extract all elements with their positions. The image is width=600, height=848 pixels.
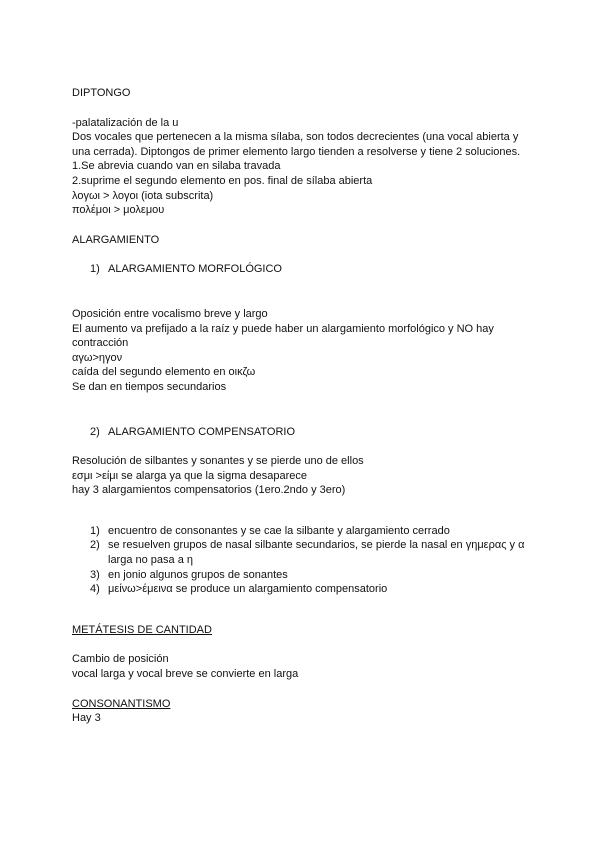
morf-line-4: αγω>ηγον — [72, 351, 123, 364]
list-item — [72, 524, 532, 539]
subheading-number: 1) — [90, 263, 100, 276]
document-page — [72, 86, 532, 726]
list-item-number: 1) — [90, 524, 100, 537]
list-item-number: 3) — [90, 568, 100, 581]
list-item-text: encuentro de consonantes y se cae la silbante y alargamiento cerrado — [108, 524, 450, 537]
list-item-text: μείνω>έμεινα se produce un alargamiento compensatorio — [108, 583, 388, 596]
morf-line-2: El aumento va prefijado a la raíz y puede haber un alargamiento morfológico y NO hay — [72, 322, 494, 335]
subheading-number: 2) — [90, 425, 100, 438]
heading-consonantismo: CONSONANTISMO — [72, 697, 171, 710]
compensatorio-list — [72, 524, 532, 597]
morf-line-5: caída del segundo elemento en οικζω — [72, 366, 256, 379]
morf-line-6: Se dan en tiempos secundarios — [72, 380, 227, 393]
diptongo-line-1: -palatalización de la u — [72, 116, 179, 129]
list-item-number: 2) — [90, 539, 100, 552]
comp-line-1: Resolución de silbantes y sonantes y se pierde uno de ellos — [72, 455, 364, 468]
comp-line-3: hay 3 alargamientos compensatorios (1ero.2ndo y 3ero) — [72, 484, 346, 497]
list-item — [72, 582, 532, 597]
list-item — [72, 538, 532, 567]
list-item-text: se resuelven grupos de nasal silbante secundarios, se pierde la nasal en γημερας y α larga no pasa a η — [108, 539, 525, 567]
diptongo-line-5: λογωι > λογοι (iota subscrita) — [72, 189, 214, 202]
list-item — [72, 568, 532, 583]
morf-line-1: Oposición entre vocalismo breve y largo — [72, 307, 268, 320]
comp-line-2: εσμι >είμι se alarga ya que la sigma desaparece — [72, 469, 308, 482]
subheading-compensatorio — [72, 425, 532, 440]
heading-metatesis: METÁTESIS DE CANTIDAD — [72, 623, 212, 636]
diptongo-line-3: 1.Se abrevia cuando van en silaba travada — [72, 160, 281, 173]
diptongo-line-4: 2.suprime el segundo elemento en pos. final de sílaba abierta — [72, 174, 373, 187]
subheading-title: ALARGAMIENTO MORFOLÓGICO — [108, 263, 282, 276]
subheading-title: ALARGAMIENTO COMPENSATORIO — [108, 425, 296, 438]
subheading-morfologico — [72, 262, 532, 277]
heading-alargamiento: ALARGAMIENTO — [72, 233, 160, 246]
diptongo-paragraph: Dos vocales que pertenecen a la misma sílaba, son todos decrecientes (una vocal abierta y una cerrada). Diptongos de primer elemento largo tienden a resolverse y tiene 2 soluciones. — [72, 131, 521, 158]
metatesis-line-1: Cambio de posición — [72, 653, 169, 666]
consonantismo-line-1: Hay 3 — [72, 712, 101, 725]
heading-diptongo: DIPTONGO — [72, 87, 131, 99]
list-item-text: en jonio algunos grupos de sonantes — [108, 568, 288, 581]
morf-line-3: contracción — [72, 337, 129, 350]
diptongo-line-6: πολέμοι > μολεμου — [72, 204, 165, 217]
metatesis-line-2: vocal larga y vocal breve se convierte en larga — [72, 668, 299, 681]
list-item-number: 4) — [90, 583, 100, 596]
